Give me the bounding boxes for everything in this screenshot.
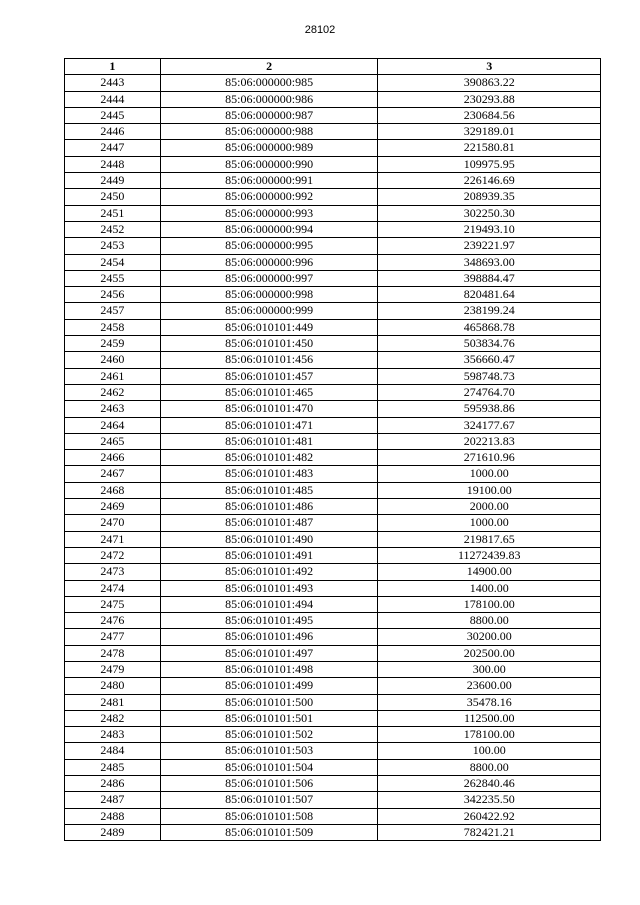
row-number-cell: 2482 [65, 710, 161, 726]
row-number-cell: 2479 [65, 661, 161, 677]
column-header-3: 3 [378, 59, 601, 75]
value-cell: 226146.69 [378, 173, 601, 189]
row-number-cell: 2471 [65, 531, 161, 547]
row-number-cell: 2445 [65, 107, 161, 123]
cadastral-number-cell: 85:06:000000:995 [160, 238, 378, 254]
cadastral-number-cell: 85:06:010101:450 [160, 336, 378, 352]
row-number-cell: 2461 [65, 368, 161, 384]
value-cell: 348693.00 [378, 254, 601, 270]
table-row [65, 303, 601, 319]
cadastral-number-cell: 85:06:010101:457 [160, 368, 378, 384]
value-cell: 271610.96 [378, 450, 601, 466]
row-number-cell: 2478 [65, 645, 161, 661]
value-cell: 503834.76 [378, 336, 601, 352]
row-number-cell: 2451 [65, 205, 161, 221]
table-body [65, 75, 601, 841]
table-row [65, 238, 601, 254]
value-cell: 30200.00 [378, 629, 601, 645]
table-row [65, 75, 601, 91]
cadastral-number-cell: 85:06:000000:998 [160, 287, 378, 303]
value-cell: 324177.67 [378, 417, 601, 433]
row-number-cell: 2465 [65, 433, 161, 449]
row-number-cell: 2473 [65, 564, 161, 580]
value-cell: 1000.00 [378, 466, 601, 482]
cadastral-number-cell: 85:06:010101:506 [160, 776, 378, 792]
table-row [65, 173, 601, 189]
table-row [65, 808, 601, 824]
header-row [65, 59, 601, 75]
cadastral-number-cell: 85:06:000000:985 [160, 75, 378, 91]
row-number-cell: 2454 [65, 254, 161, 270]
table-row [65, 91, 601, 107]
value-cell: 112500.00 [378, 710, 601, 726]
table-row [65, 776, 601, 792]
value-cell: 356660.47 [378, 352, 601, 368]
table-row [65, 678, 601, 694]
row-number-cell: 2485 [65, 759, 161, 775]
cadastral-number-cell: 85:06:010101:493 [160, 580, 378, 596]
table-row [65, 336, 601, 352]
table-row [65, 531, 601, 547]
cadastral-number-cell: 85:06:010101:503 [160, 743, 378, 759]
cadastral-number-cell: 85:06:010101:486 [160, 499, 378, 515]
cadastral-number-cell: 85:06:010101:483 [160, 466, 378, 482]
cadastral-number-cell: 85:06:010101:490 [160, 531, 378, 547]
cadastral-number-cell: 85:06:010101:449 [160, 319, 378, 335]
table-row [65, 580, 601, 596]
value-cell: 342235.50 [378, 792, 601, 808]
cadastral-number-cell: 85:06:010101:456 [160, 352, 378, 368]
table-row [65, 596, 601, 612]
table-row [65, 287, 601, 303]
cadastral-number-cell: 85:06:000000:992 [160, 189, 378, 205]
value-cell: 202500.00 [378, 645, 601, 661]
value-cell: 595938.86 [378, 401, 601, 417]
table-row [65, 727, 601, 743]
table-row [65, 824, 601, 840]
table-row [65, 759, 601, 775]
cadastral-number-cell: 85:06:010101:500 [160, 694, 378, 710]
row-number-cell: 2488 [65, 808, 161, 824]
row-number-cell: 2447 [65, 140, 161, 156]
row-number-cell: 2460 [65, 352, 161, 368]
value-cell: 465868.78 [378, 319, 601, 335]
value-cell: 35478.16 [378, 694, 601, 710]
table-row [65, 319, 601, 335]
table-row [65, 156, 601, 172]
row-number-cell: 2468 [65, 482, 161, 498]
cadastral-number-cell: 85:06:010101:499 [160, 678, 378, 694]
page-number: 28102 [304, 24, 336, 36]
row-number-cell: 2486 [65, 776, 161, 792]
table-row [65, 743, 601, 759]
table-row [65, 205, 601, 221]
table-row [65, 613, 601, 629]
row-number-cell: 2466 [65, 450, 161, 466]
value-cell: 219817.65 [378, 531, 601, 547]
value-cell: 782421.21 [378, 824, 601, 840]
table-row [65, 694, 601, 710]
row-number-cell: 2475 [65, 596, 161, 612]
row-number-cell: 2464 [65, 417, 161, 433]
table-row [65, 140, 601, 156]
value-cell: 178100.00 [378, 596, 601, 612]
row-number-cell: 2453 [65, 238, 161, 254]
cadastral-number-cell: 85:06:010101:495 [160, 613, 378, 629]
table-row [65, 466, 601, 482]
value-cell: 260422.92 [378, 808, 601, 824]
value-cell: 202213.83 [378, 433, 601, 449]
value-cell: 598748.73 [378, 368, 601, 384]
value-cell: 208939.35 [378, 189, 601, 205]
row-number-cell: 2484 [65, 743, 161, 759]
row-number-cell: 2481 [65, 694, 161, 710]
table-row [65, 450, 601, 466]
value-cell: 398884.47 [378, 270, 601, 286]
data-table [64, 58, 601, 841]
cadastral-number-cell: 85:06:010101:492 [160, 564, 378, 580]
cadastral-number-cell: 85:06:000000:987 [160, 107, 378, 123]
table-row [65, 384, 601, 400]
value-cell: 2000.00 [378, 499, 601, 515]
value-cell: 329189.01 [378, 124, 601, 140]
column-header-1: 1 [65, 59, 161, 75]
value-cell: 390863.22 [378, 75, 601, 91]
cadastral-number-cell: 85:06:000000:996 [160, 254, 378, 270]
table-row [65, 661, 601, 677]
cadastral-number-cell: 85:06:010101:482 [160, 450, 378, 466]
cadastral-number-cell: 85:06:000000:993 [160, 205, 378, 221]
cadastral-number-cell: 85:06:010101:504 [160, 759, 378, 775]
cadastral-number-cell: 85:06:010101:487 [160, 515, 378, 531]
cadastral-number-cell: 85:06:010101:496 [160, 629, 378, 645]
cadastral-number-cell: 85:06:000000:986 [160, 91, 378, 107]
value-cell: 221580.81 [378, 140, 601, 156]
cadastral-number-cell: 85:06:010101:485 [160, 482, 378, 498]
value-cell: 274764.70 [378, 384, 601, 400]
table-row [65, 352, 601, 368]
value-cell: 178100.00 [378, 727, 601, 743]
table-header [65, 59, 601, 75]
row-number-cell: 2452 [65, 221, 161, 237]
row-number-cell: 2487 [65, 792, 161, 808]
cadastral-number-cell: 85:06:000000:997 [160, 270, 378, 286]
table-row [65, 645, 601, 661]
row-number-cell: 2467 [65, 466, 161, 482]
value-cell: 239221.97 [378, 238, 601, 254]
cadastral-number-cell: 85:06:000000:991 [160, 173, 378, 189]
row-number-cell: 2476 [65, 613, 161, 629]
table-row [65, 482, 601, 498]
cadastral-number-cell: 85:06:010101:481 [160, 433, 378, 449]
table-row [65, 107, 601, 123]
row-number-cell: 2449 [65, 173, 161, 189]
row-number-cell: 2444 [65, 91, 161, 107]
row-number-cell: 2448 [65, 156, 161, 172]
cadastral-number-cell: 85:06:010101:509 [160, 824, 378, 840]
value-cell: 23600.00 [378, 678, 601, 694]
value-cell: 14900.00 [378, 564, 601, 580]
value-cell: 820481.64 [378, 287, 601, 303]
table-row [65, 417, 601, 433]
table-row [65, 254, 601, 270]
table-row [65, 368, 601, 384]
value-cell: 19100.00 [378, 482, 601, 498]
table-row [65, 270, 601, 286]
table-row [65, 124, 601, 140]
value-cell: 109975.95 [378, 156, 601, 172]
row-number-cell: 2455 [65, 270, 161, 286]
value-cell: 230293.88 [378, 91, 601, 107]
table-row [65, 629, 601, 645]
row-number-cell: 2462 [65, 384, 161, 400]
table-row [65, 710, 601, 726]
row-number-cell: 2443 [65, 75, 161, 91]
table-row [65, 433, 601, 449]
cadastral-number-cell: 85:06:010101:471 [160, 417, 378, 433]
cadastral-number-cell: 85:06:010101:507 [160, 792, 378, 808]
row-number-cell: 2456 [65, 287, 161, 303]
table-row [65, 401, 601, 417]
row-number-cell: 2474 [65, 580, 161, 596]
value-cell: 8800.00 [378, 613, 601, 629]
row-number-cell: 2477 [65, 629, 161, 645]
row-number-cell: 2470 [65, 515, 161, 531]
table-row [65, 515, 601, 531]
column-header-2: 2 [160, 59, 378, 75]
row-number-cell: 2459 [65, 336, 161, 352]
value-cell: 11272439.83 [378, 547, 601, 563]
cadastral-number-cell: 85:06:010101:470 [160, 401, 378, 417]
value-cell: 230684.56 [378, 107, 601, 123]
cadastral-number-cell: 85:06:000000:988 [160, 124, 378, 140]
row-number-cell: 2480 [65, 678, 161, 694]
row-number-cell: 2446 [65, 124, 161, 140]
value-cell: 1400.00 [378, 580, 601, 596]
cadastral-number-cell: 85:06:000000:989 [160, 140, 378, 156]
table-row [65, 189, 601, 205]
table-row [65, 792, 601, 808]
value-cell: 238199.24 [378, 303, 601, 319]
value-cell: 219493.10 [378, 221, 601, 237]
row-number-cell: 2489 [65, 824, 161, 840]
row-number-cell: 2458 [65, 319, 161, 335]
cadastral-number-cell: 85:06:000000:990 [160, 156, 378, 172]
cadastral-number-cell: 85:06:010101:491 [160, 547, 378, 563]
row-number-cell: 2469 [65, 499, 161, 515]
row-number-cell: 2457 [65, 303, 161, 319]
cadastral-number-cell: 85:06:010101:497 [160, 645, 378, 661]
cadastral-number-cell: 85:06:010101:501 [160, 710, 378, 726]
value-cell: 262840.46 [378, 776, 601, 792]
value-cell: 300.00 [378, 661, 601, 677]
row-number-cell: 2483 [65, 727, 161, 743]
value-cell: 302250.30 [378, 205, 601, 221]
value-cell: 100.00 [378, 743, 601, 759]
cadastral-number-cell: 85:06:010101:465 [160, 384, 378, 400]
table-row [65, 221, 601, 237]
cadastral-number-cell: 85:06:010101:498 [160, 661, 378, 677]
row-number-cell: 2450 [65, 189, 161, 205]
row-number-cell: 2472 [65, 547, 161, 563]
cadastral-number-cell: 85:06:000000:994 [160, 221, 378, 237]
table-row [65, 547, 601, 563]
value-cell: 1000.00 [378, 515, 601, 531]
table-row [65, 564, 601, 580]
value-cell: 8800.00 [378, 759, 601, 775]
cadastral-number-cell: 85:06:010101:502 [160, 727, 378, 743]
cadastral-number-cell: 85:06:010101:508 [160, 808, 378, 824]
row-number-cell: 2463 [65, 401, 161, 417]
cadastral-number-cell: 85:06:000000:999 [160, 303, 378, 319]
table-row [65, 499, 601, 515]
cadastral-number-cell: 85:06:010101:494 [160, 596, 378, 612]
